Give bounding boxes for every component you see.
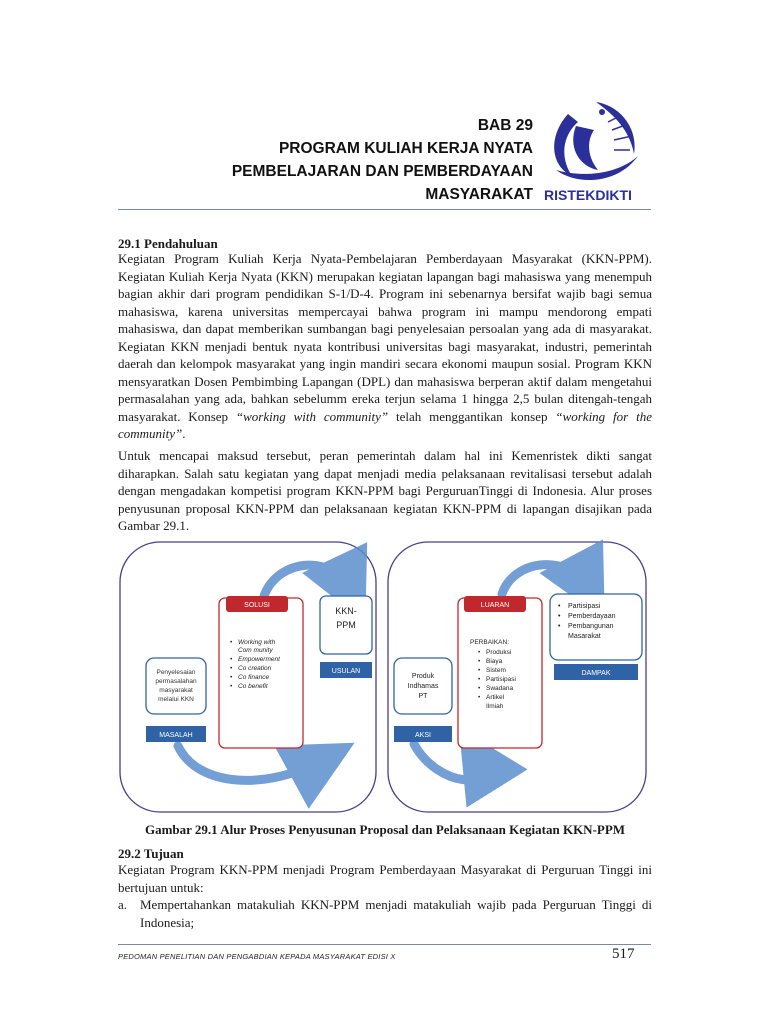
footer-rule xyxy=(118,944,651,945)
svg-text:•: • xyxy=(558,603,561,610)
paragraph-text: . xyxy=(182,426,186,441)
svg-text:•: • xyxy=(558,613,561,620)
solusi-item: Co finance xyxy=(238,674,270,681)
svg-text:•: • xyxy=(230,683,233,690)
perbaikan-item: Biaya xyxy=(486,658,503,665)
perbaikan-item: Artikel xyxy=(486,694,505,701)
svg-text:•: • xyxy=(478,658,481,665)
luaran-text: LUARAN xyxy=(480,602,510,609)
arrow-bottom-right xyxy=(414,744,482,780)
section-title: 29.2 Tujuan xyxy=(118,846,184,861)
masalah-text: MASALAH xyxy=(159,732,193,739)
dampak-item: Pembangunan xyxy=(568,623,614,630)
svg-text:•: • xyxy=(478,649,481,656)
solusi-item: Co benefit xyxy=(238,683,268,690)
solusi-item: Com munity xyxy=(238,647,273,654)
dampak-item: Pemberdayaan xyxy=(568,613,616,620)
logo-text: RISTEKDIKTI xyxy=(544,187,632,203)
svg-text:•: • xyxy=(478,694,481,701)
produk-text: Produk Indhamas PT xyxy=(407,673,439,700)
heading-line: PROGRAM KULIAH KERJA NYATA xyxy=(278,140,533,157)
heading-line: PEMBELAJARAN DAN PEMBERDAYAAN xyxy=(231,163,533,180)
paragraph-text: telah menggantikan konsep xyxy=(388,408,556,424)
ristekdikti-logo xyxy=(538,96,650,206)
list-text: Mempertahankan matakuliah KKN-PPM menjadi matakuliah wajib pada Perguruan Tinggi di Indonesia; xyxy=(140,897,652,930)
page-number: 517 xyxy=(612,946,635,962)
paragraph-second: Untuk mencapai maksud tersebut, peran pemerintah dalam hal ini Kemenristek dikti sangat diharapkan. Salah satu kegiatan yang dapat menjadi media pelaksanaan revitalisasi tersebut adalah dengan mengadakan kompetisi program KKN-PPM bagi PerguruanTinggi di Indonesia. Alur proses penyusunan proposal KKN-PPM dan pelaksanaan kegiatan KKN-PPM di lapangan disajikan pada Gambar 29.1. xyxy=(118,448,652,533)
solusi-item: Empowerment xyxy=(238,656,280,663)
solusi-item: Co creation xyxy=(238,665,272,672)
dampak-item: Masarakat xyxy=(568,633,601,640)
heading-line: MASYARAKAT xyxy=(425,186,533,203)
solusi-text: SOLUSI xyxy=(244,602,270,609)
usulan-text: USULAN xyxy=(331,668,361,675)
solusi-box xyxy=(219,598,303,748)
header-rule xyxy=(118,209,651,210)
perbaikan-item: Swadana xyxy=(486,685,514,692)
list-item xyxy=(118,896,652,931)
svg-text:•: • xyxy=(478,667,481,674)
perbaikan-item: Partisipasi xyxy=(486,676,516,683)
svg-text:•: • xyxy=(478,685,481,692)
paragraph-text: Kegiatan Program Kuliah Kerja Nyata-Pembelajaran Pemberdayaan Masyarakat (KKN-PPM). Kegiatan Kuliah Kerja Nyata (KKN) merupakan kegiatan lapangan bagi mahasiswa yang menempuh bagian akhir dari program pendidikan S-1/D-4. Program ini sebenarnya bersifat wajib bagi semua mahasiswa, karena universitas mempercayai bahwa program ini mampu mendorong empati mahasiswa, dan dapat memberikan sumbangan bagi penyelesaian persoalan yang ada di masyarakat. Kegiatan KKN menjadi bentuk nyata kontribusi universitas bagi masyarakat, industri, pemerintah daerah dan kelompok masyarakat yang ingin mandiri secara ekonomi maupun sosial. Program KKN mensyaratkan Dosen Pembimbing Lapangan (DPL) dan mahasiswa berperan aktif dalam mengetahui permasalahan yang ada, bahkan sebelumm ereka terjun selama 1 hingga 2,5 bulan ditengah-tengah masyarakat. Konsep xyxy=(118,251,652,424)
arrow-top-right xyxy=(502,565,588,594)
solusi-item: Working with xyxy=(238,639,276,646)
perbaikan-item: Ilmiah xyxy=(486,703,504,710)
footer-text: PEDOMAN PENELITIAN DAN PENGABDIAN KEPADA MASYARAKAT EDISI X xyxy=(118,952,396,961)
svg-text:•: • xyxy=(230,656,233,663)
figure-caption: Gambar 29.1 Alur Proses Penyusunan Proposal dan Pelaksanaan Kegiatan KKN-PPM xyxy=(144,822,626,837)
svg-text:•: • xyxy=(230,665,233,672)
svg-text:•: • xyxy=(478,676,481,683)
perbaikan-item: Produksi xyxy=(486,649,512,656)
perbaikan-item: Sistem xyxy=(486,667,506,674)
flow-diagram xyxy=(118,538,650,816)
perbaikan-title: PERBAIKAN: xyxy=(470,639,510,646)
svg-text:•: • xyxy=(558,623,561,630)
dampak-item: Partisipasi xyxy=(568,603,601,610)
heading-line: BAB 29 xyxy=(477,117,533,134)
problem-box xyxy=(146,658,206,714)
aksi-text: AKSI xyxy=(415,732,431,739)
svg-text:•: • xyxy=(230,674,233,681)
list-marker: a. xyxy=(118,897,128,912)
dampak-text: DAMPAK xyxy=(581,670,611,677)
paragraph-italic: “working with community” xyxy=(235,408,389,424)
problem-box-text: Penyelesaian permasalahan masyarakat melalui KKN xyxy=(155,669,197,703)
paragraph-italic: “working for the community” xyxy=(118,408,652,441)
paragraph-tujuan: Kegiatan Program KKN-PPM menjadi Program Pemberdayaan Masyarakat di Perguruan Tinggi ini bertujuan untuk: xyxy=(118,862,652,895)
arrow-bottom-left xyxy=(178,746,323,780)
section-title: 29.1 Pendahuluan xyxy=(118,236,218,251)
chapter-heading xyxy=(113,114,533,206)
kkn-text: KKN-PPM xyxy=(335,606,357,630)
paragraph-intro xyxy=(118,250,652,443)
svg-text:•: • xyxy=(230,639,233,646)
arrow-top-left xyxy=(264,565,350,596)
